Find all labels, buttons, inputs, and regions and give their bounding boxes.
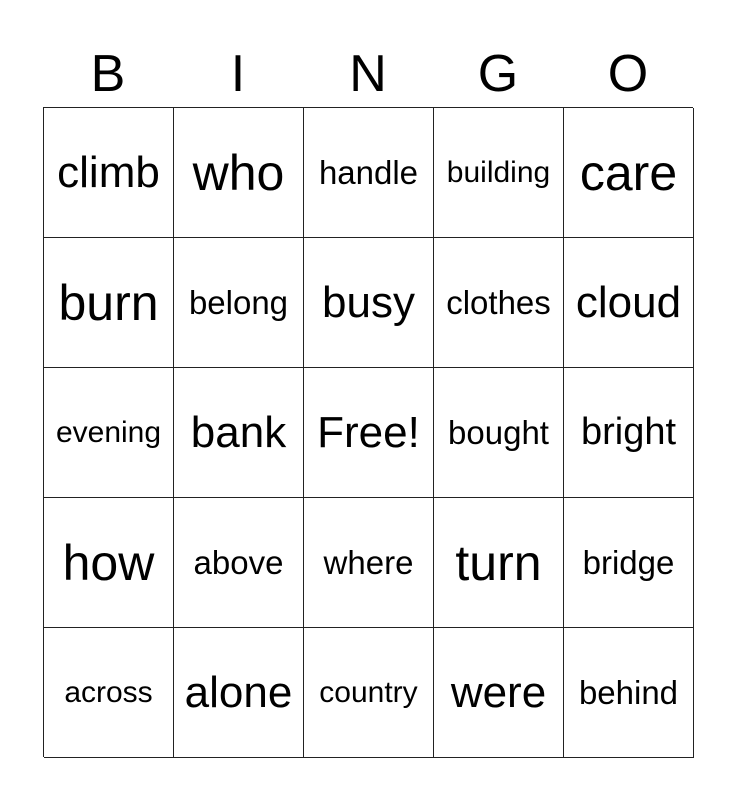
cell-word: where bbox=[323, 543, 414, 581]
bingo-cell[interactable] bbox=[174, 108, 304, 238]
bingo-cell[interactable] bbox=[564, 238, 694, 368]
header-letter-b: B bbox=[90, 45, 126, 103]
free-space[interactable] bbox=[304, 368, 434, 498]
cell-word: alone bbox=[184, 667, 293, 717]
cell-word: behind bbox=[578, 673, 679, 711]
cell-word: bank bbox=[190, 407, 287, 457]
cell-word: country bbox=[319, 675, 418, 709]
header-letter-g: G bbox=[477, 45, 519, 103]
cell-word: above bbox=[193, 543, 284, 581]
bingo-cell[interactable] bbox=[434, 498, 564, 628]
cell-word: bought bbox=[448, 413, 549, 451]
bingo-cell[interactable] bbox=[304, 628, 434, 758]
bingo-cell[interactable] bbox=[174, 238, 304, 368]
header-letter-i: I bbox=[230, 45, 246, 103]
cell-word: who bbox=[192, 144, 285, 201]
cell-word: care bbox=[579, 144, 678, 201]
free-space-label: Free! bbox=[317, 407, 420, 457]
bingo-cell[interactable] bbox=[174, 368, 304, 498]
bingo-cell[interactable] bbox=[564, 628, 694, 758]
bingo-cell[interactable] bbox=[434, 368, 564, 498]
bingo-cell[interactable] bbox=[564, 498, 694, 628]
bingo-cell[interactable] bbox=[304, 238, 434, 368]
bingo-cell[interactable] bbox=[564, 368, 694, 498]
bingo-cell[interactable] bbox=[304, 108, 434, 238]
cell-word: bright bbox=[580, 411, 677, 453]
cell-word: were bbox=[450, 667, 547, 717]
bingo-cell[interactable] bbox=[434, 108, 564, 238]
bingo-cell[interactable] bbox=[304, 498, 434, 628]
bingo-cell[interactable] bbox=[564, 108, 694, 238]
bingo-cell[interactable] bbox=[174, 628, 304, 758]
bingo-cell[interactable] bbox=[434, 238, 564, 368]
bingo-cell[interactable] bbox=[44, 108, 174, 238]
cell-word: busy bbox=[322, 277, 415, 327]
cell-word: handle bbox=[318, 153, 419, 191]
cell-word: bridge bbox=[582, 543, 675, 581]
header-letter-n: N bbox=[349, 45, 387, 103]
cell-word: burn bbox=[58, 274, 159, 331]
bingo-cell[interactable] bbox=[44, 368, 174, 498]
cell-word: evening bbox=[55, 415, 162, 449]
cell-word: belong bbox=[188, 283, 289, 321]
bingo-cell[interactable] bbox=[434, 628, 564, 758]
cell-word: clothes bbox=[446, 283, 551, 321]
cell-word: climb bbox=[57, 147, 160, 197]
cell-word: cloud bbox=[575, 277, 682, 327]
bingo-header bbox=[43, 42, 693, 106]
cell-word: building bbox=[446, 155, 551, 189]
cell-word: across bbox=[64, 675, 153, 709]
bingo-cell[interactable] bbox=[44, 238, 174, 368]
cell-word: turn bbox=[455, 534, 542, 591]
bingo-cell[interactable] bbox=[174, 498, 304, 628]
bingo-cell[interactable] bbox=[44, 628, 174, 758]
cell-word: how bbox=[62, 534, 155, 591]
header-letter-o: O bbox=[607, 45, 649, 103]
bingo-board bbox=[43, 107, 693, 757]
bingo-cell[interactable] bbox=[44, 498, 174, 628]
